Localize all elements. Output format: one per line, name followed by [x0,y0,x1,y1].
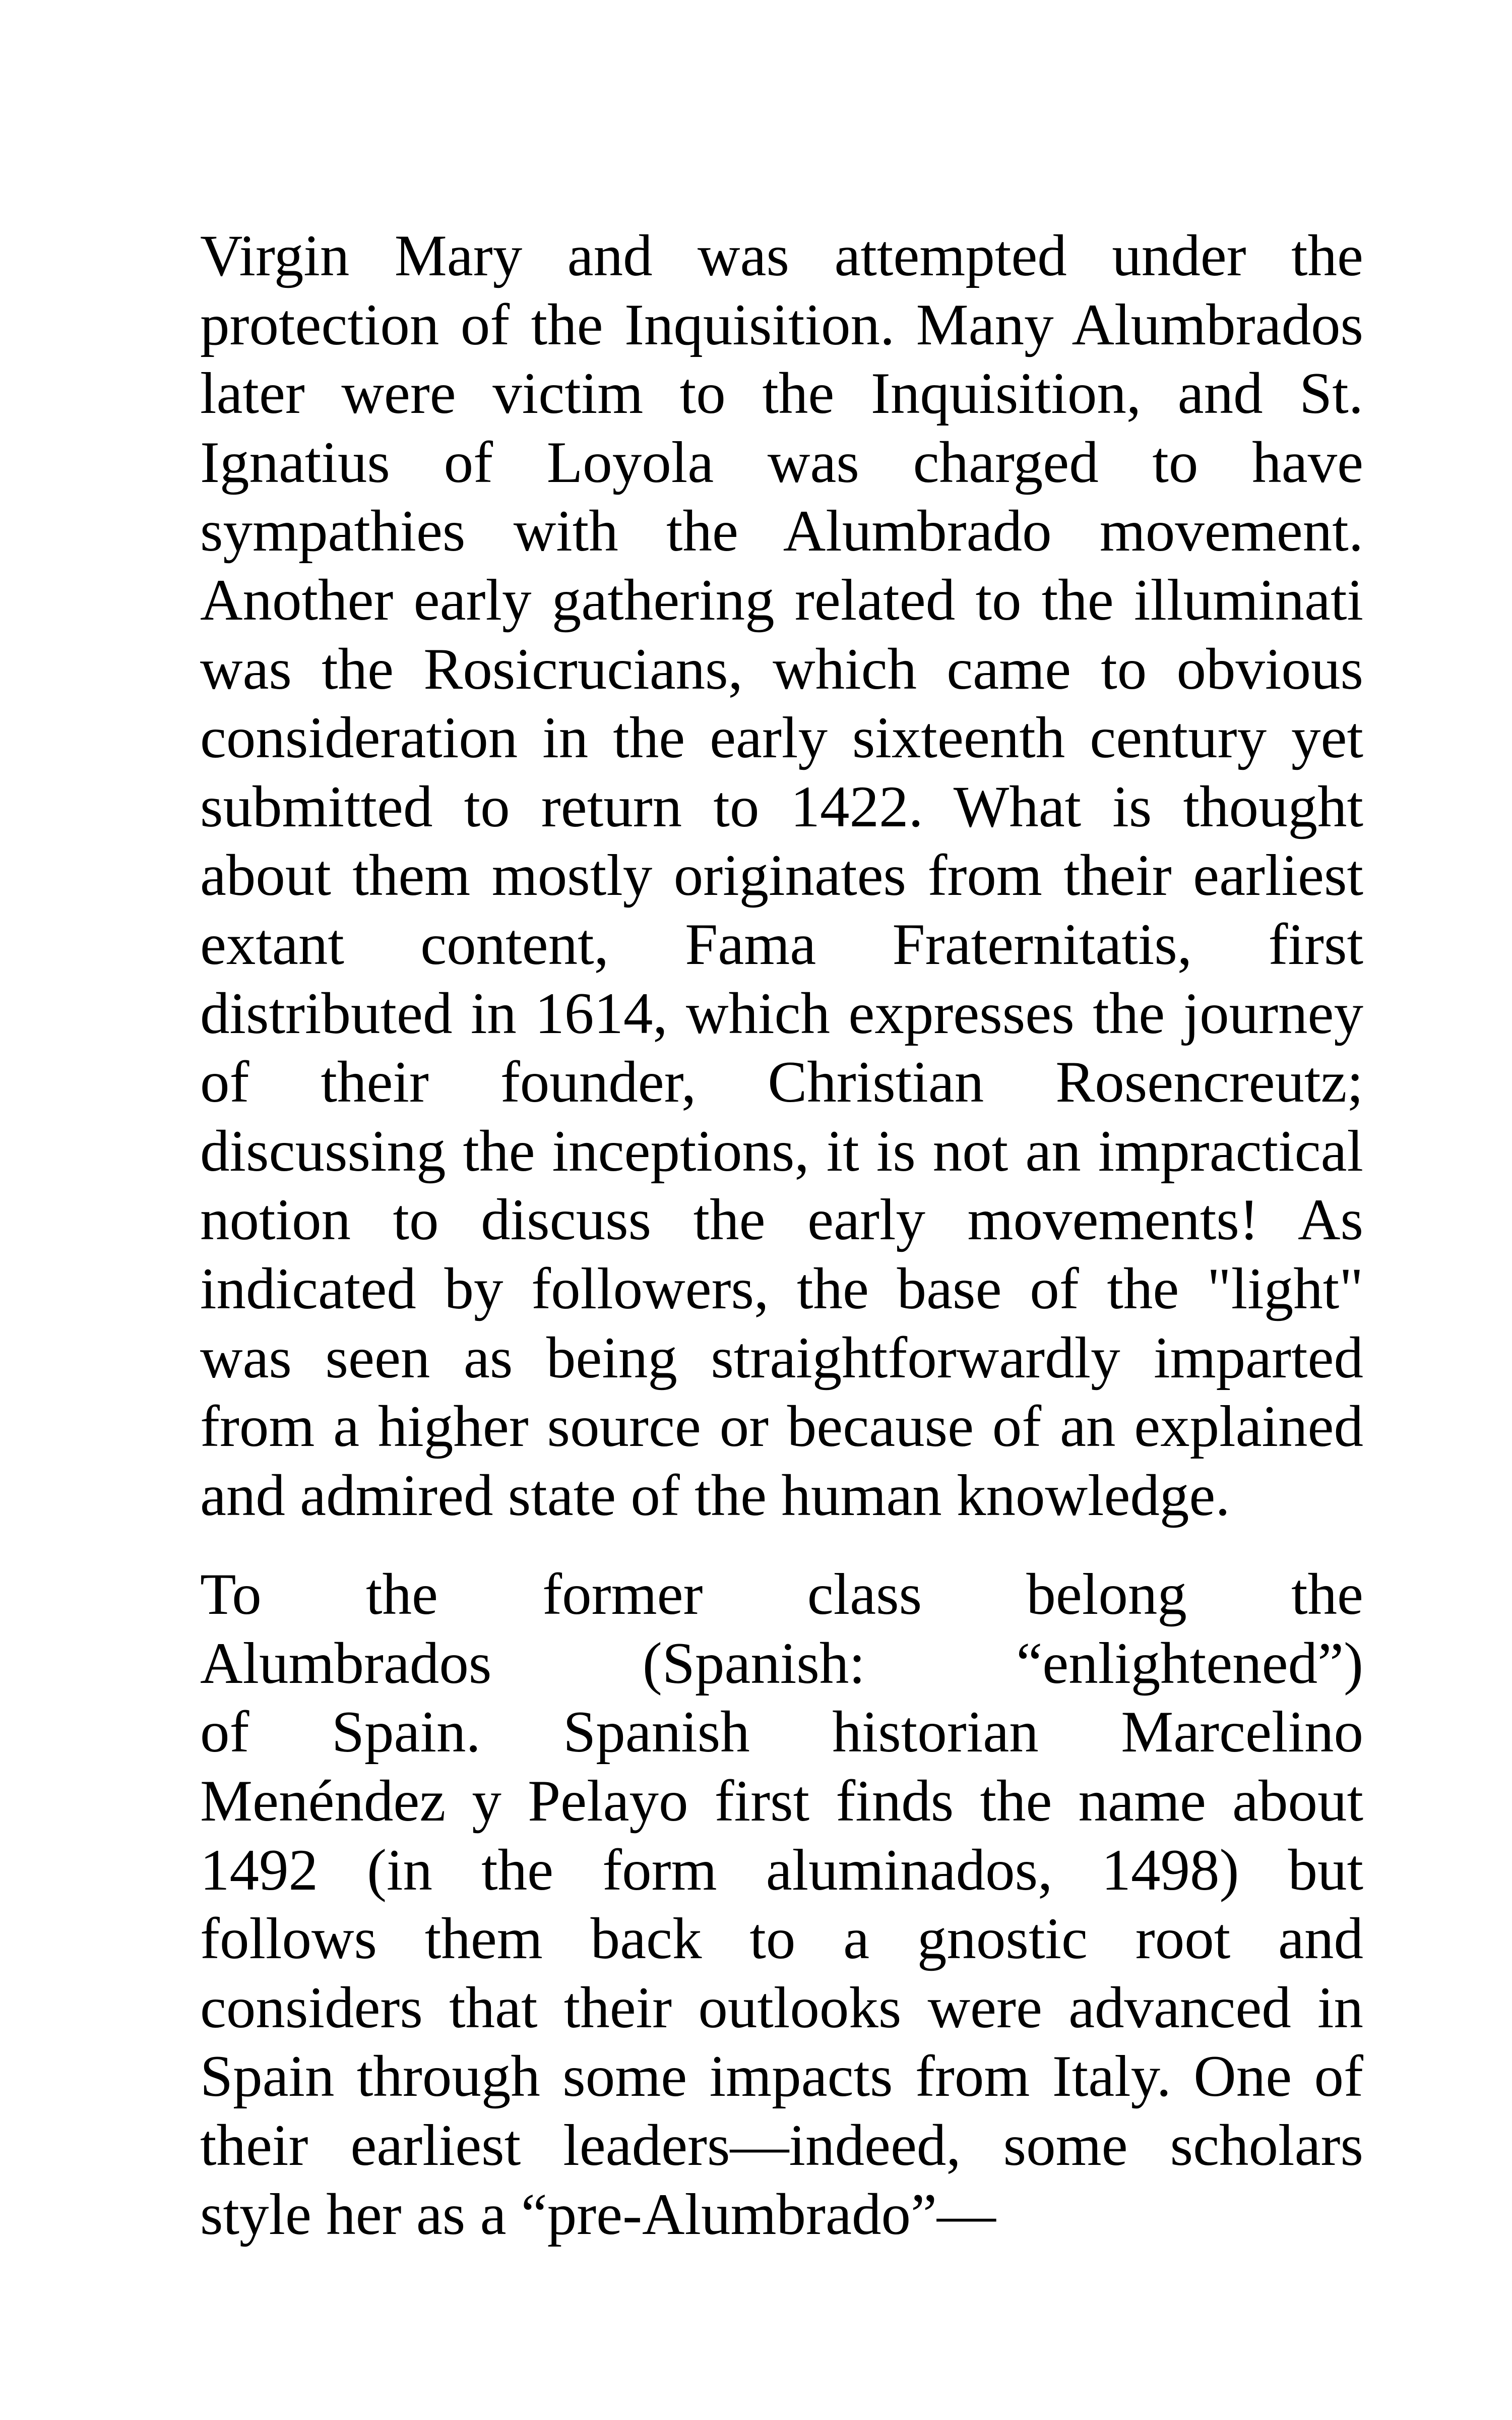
text-line: consideration in the early sixteenth century yet [200,705,1363,771]
text-line: protection of the Inquisition. Many Alumbrados [200,292,1363,357]
text-line: indicated by followers, the base of the "light" [200,1256,1363,1321]
text-line: later were victim to the Inquisition, and St. [200,361,1363,427]
text-line: about them mostly originates from their earliest [200,843,1363,909]
text-line: Menéndez y Pelayo first finds the name about [200,1769,1363,1834]
text-line: Ignatius of Loyola was charged to have [200,430,1363,495]
text-line: notion to discuss the early movements! As [200,1187,1363,1253]
text-line: of Spain. Spanish historian Marcelino [200,1700,1363,1765]
text-line: was the Rosicrucians, which came to obvious [200,636,1363,702]
text-line: extant content, Fama Fraternitatis, first [200,912,1363,977]
text-line: from a higher source or because of an explained [200,1394,1363,1460]
paragraph-2 [200,1560,1363,2249]
text-line: sympathies with the Alumbrado movement. [200,499,1363,564]
text-line: and admired state of the human knowledge. [200,1463,1230,1528]
body-text [200,222,1363,2249]
text-line: 1492 (in the form aluminados, 1498) but [200,1837,1363,1903]
text-line: Spain through some impacts from Italy. One of [200,2044,1363,2109]
text-line: their earliest leaders—indeed, some scholars [200,2113,1363,2179]
text-line: was seen as being straightforwardly imparted [200,1325,1363,1390]
text-line: submitted to return to 1422. What is thought [200,774,1363,839]
text-line: Another early gathering related to the illuminati [200,567,1363,633]
text-line: discussing the inceptions, it is not an impractical [200,1118,1363,1184]
text-line: of their founder, Christian Rosencreutz; [200,1050,1363,1115]
text-line: Virgin Mary and was attempted under the [200,223,1363,288]
text-line: follows them back to a gnostic root and [200,1906,1363,1972]
text-line: considers that their outlooks were advanced in [200,1975,1363,2040]
text-line: Alumbrados (Spanish: “enlightened”) [200,1630,1363,1696]
paragraph-1 [200,222,1363,1530]
text-line: style her as a “pre-Alumbrado”— [200,2182,996,2247]
text-line: distributed in 1614, which expresses the journey [200,981,1363,1046]
text-line: To the former class belong the [200,1562,1363,1627]
